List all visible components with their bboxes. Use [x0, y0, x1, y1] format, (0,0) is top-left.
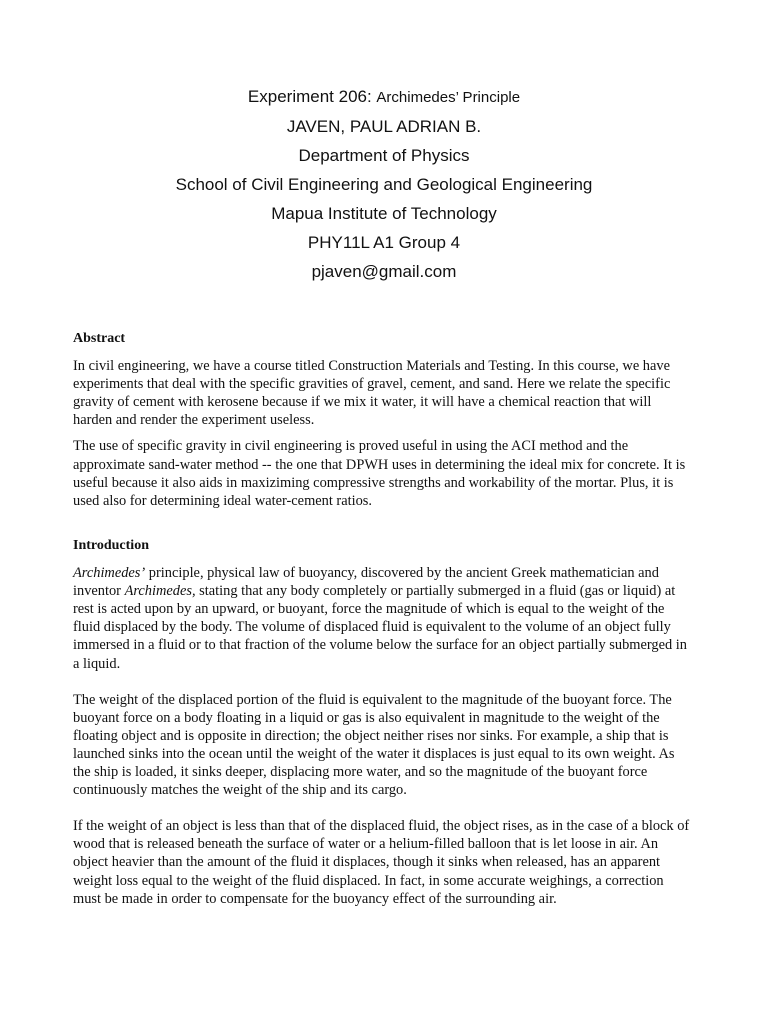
- institute: Mapua Institute of Technology: [271, 204, 497, 223]
- school: School of Civil Engineering and Geological Engineering: [175, 175, 593, 194]
- introduction-paragraph-2: The weight of the displaced portion of the fluid is equivalent to the magnitude of the buoyant force. The buoyant force on a body floating in a liquid or gas is also equivalent in magnitude to the weight of the floating object and is opposite in direction; the object neither rises nor sinks. For example, a ship that is launched sinks into the ocean until the weight of the water it displaces is just equal to its own weight. As the ship is loaded, it sinks deeper, displacing more water, and so the magnitude of the buoyant force continuously matches the weight of the ship and its cargo.: [73, 691, 675, 799]
- experiment-name: Archimedes’ Principle: [376, 89, 521, 106]
- email: pjaven@gmail.com: [311, 262, 457, 281]
- experiment-number: Experiment 206:: [247, 87, 377, 106]
- abstract-heading: Abstract: [73, 331, 126, 346]
- archimedes-name: Archimedes,: [124, 583, 196, 600]
- introduction-paragraph-3: If the weight of an object is less than that of the displaced fluid, the object rises, as in the case of a block of wood that is released beneath the surface of water or a helium-filled balloon that is let loose in air. An object heavier than the amount of the fluid it displaces, though it sinks when released, has an apparent weight loss equal to the weight of the fluid displaced. In fact, in some accurate weighings, a correction must be made in order to compensate for the buoyancy effect of the surrounding air.: [73, 818, 690, 907]
- course-group: PHY11L A1 Group 4: [307, 233, 461, 252]
- title-block: [0, 82, 768, 286]
- intro-text-b: stating that any body completely or partially submerged in a fluid (gas or liquid) at rest is acted upon by an upward, or buoyant, force the magnitude of which is equal to the weight of the fluid displaced by the body. The volume of displaced fluid is equivalent to the volume of an object fully immersed in a fluid or to that fraction of the volume below the surface for an object partially submerged in a liquid.: [73, 583, 687, 672]
- abstract-section: [73, 330, 691, 510]
- introduction-heading: Introduction: [73, 538, 149, 553]
- intro-text-a: principle, physical law of buoyancy, discovered by the ancient Greek mathematician and inventor: [73, 565, 659, 600]
- experiment-title: [0, 82, 768, 112]
- introduction-section: [73, 537, 691, 908]
- author-name: JAVEN, PAUL ADRIAN B.: [286, 117, 482, 136]
- abstract-paragraph-1: In civil engineering, we have a course titled Construction Materials and Testing. In this course, we have experiments that deal with the specific gravities of gravel, cement, and sand. Here we relate the specific gravity of cement with kerosene because if we mix it water, it will have a chemical reaction that will harden and render the experiment useless.: [73, 358, 671, 429]
- abstract-paragraph-2: The use of specific gravity in civil engineering is proved useful in using the ACI method and the approximate sand-water method -- the one that DPWH uses in determining the ideal mix for concrete. It is useful because it also aids in maxiziming compressive strengths and workability of the mortar. Plus, it is used also for determining ideal water-cement ratios.: [73, 438, 686, 509]
- archimedes-principle-term: Archimedes’: [73, 565, 146, 582]
- introduction-paragraph-1: [73, 564, 691, 673]
- department: Department of Physics: [298, 146, 470, 165]
